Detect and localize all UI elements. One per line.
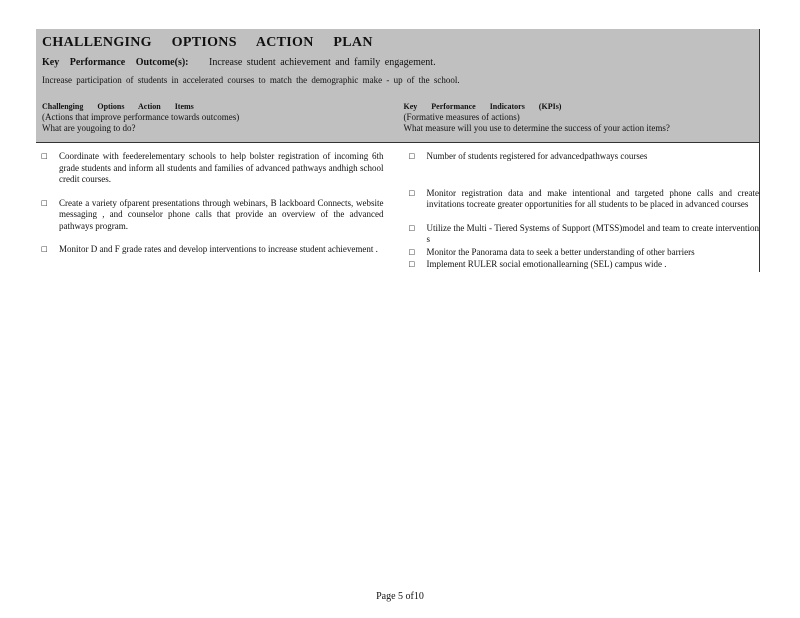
left-column-heading [42, 101, 398, 134]
list-item [404, 259, 760, 271]
header-band [36, 29, 759, 143]
right-heading-sub1: (Formative measures of actions) [403, 112, 520, 122]
checkbox-bullet-icon: □ [408, 223, 416, 232]
action-items-column [36, 151, 398, 272]
kpi-column [398, 151, 760, 272]
increase-participation-line: Increase participation of students in accelerated courses to match the demographic make - up of the school. [42, 75, 460, 85]
kpi-item-text: Implement RULER social emotionallearning (SEL) campus wide . [426, 259, 667, 269]
action-item-text: Coordinate with feederelementary schools to help bolster registration of incoming 6th grade students and inform all students and families of advanced pathways andhigh school credit courses. [59, 151, 384, 184]
plan-body [36, 143, 759, 272]
checkbox-bullet-icon: □ [408, 260, 416, 268]
list-item [404, 188, 760, 211]
key-performance-outcome [42, 57, 753, 68]
checkbox-bullet-icon: □ [408, 152, 416, 160]
right-heading-title: Key Performance Indicators (KPIs) [403, 102, 562, 111]
left-heading-sub1: (Actions that improve performance towards outcomes) [42, 112, 240, 122]
action-item-text: Monitor D and F grade rates and develop interventions to increase student achievement . [59, 244, 378, 254]
checkbox-bullet-icon: □ [41, 245, 48, 253]
kpi-item-text: Utilize the Multi - Tiered Systems of Support (MTSS)model and team to create intervention s [426, 222, 759, 244]
left-heading-title: Challenging Options Action Items [42, 102, 194, 111]
left-heading-sub2: What are yougoing to do? [42, 123, 136, 133]
right-column-heading [398, 101, 754, 134]
action-plan-document [36, 29, 760, 272]
list-item [404, 223, 760, 246]
list-item [36, 198, 384, 233]
kpo-label: Key Performance Outcome(s): [42, 57, 189, 68]
list-item [404, 247, 760, 259]
page-title: CHALLENGING OPTIONS ACTION PLAN [42, 35, 373, 50]
list-item [404, 151, 760, 163]
column-headings [42, 101, 753, 134]
kpi-item-text: Number of students registered for advancedpathways courses [426, 151, 648, 161]
kpo-value: Increase student achievement and family engagement. [209, 57, 436, 68]
page-number: Page 5 of10 [376, 591, 424, 602]
kpi-item-text: Monitor the Panorama data to seek a better understanding of other barriers [426, 246, 695, 257]
action-item-text: Create a variety ofparent presentations through webinars, B lackboard Connects, website messaging , and counselor phone calls that provide an overview of the advanced pathways program. [59, 197, 384, 231]
checkbox-bullet-icon: □ [408, 188, 416, 197]
checkbox-bullet-icon: □ [41, 198, 48, 207]
list-item [36, 151, 384, 186]
kpi-item-text: Monitor registration data and make intentional and targeted phone calls and create invitations tocreate greater opportunities for all students to be placed in advanced courses [426, 187, 759, 209]
checkbox-bullet-icon: □ [41, 152, 48, 160]
right-heading-sub2: What measure will you use to determine the success of your action items? [403, 123, 670, 133]
list-item [36, 244, 384, 256]
checkbox-bullet-icon: □ [408, 247, 416, 256]
